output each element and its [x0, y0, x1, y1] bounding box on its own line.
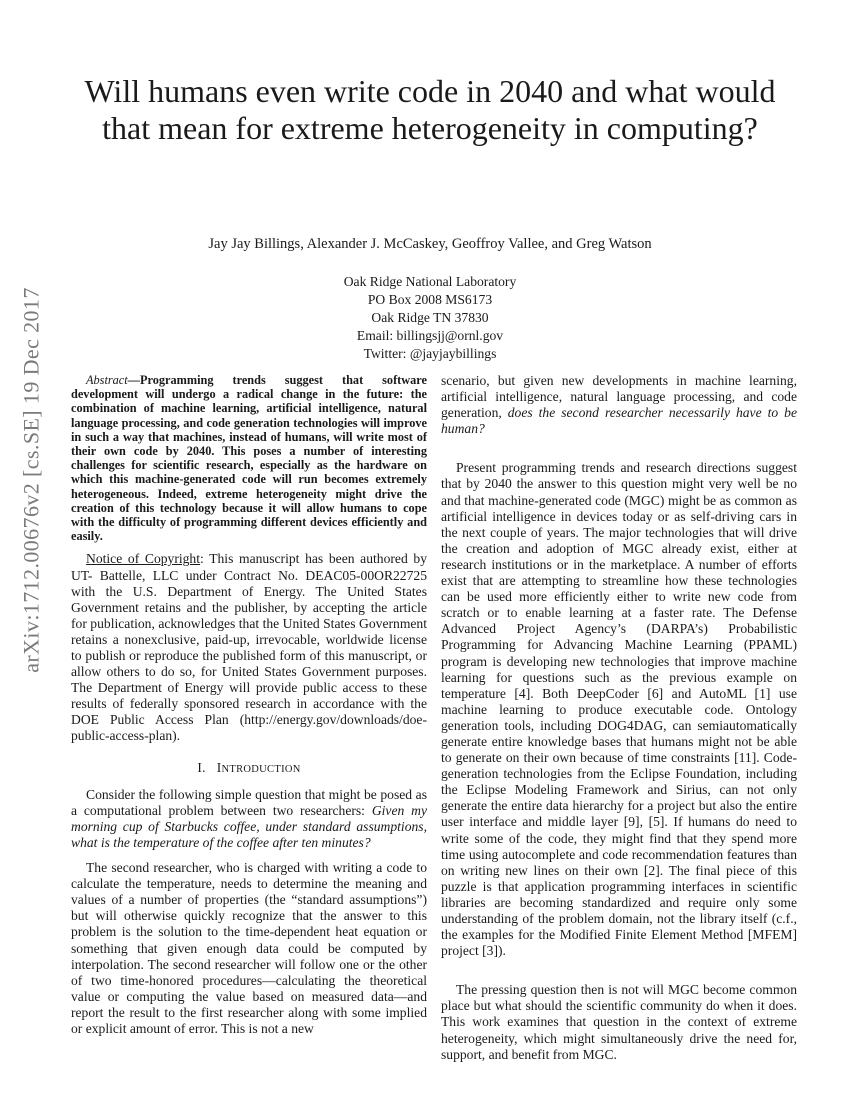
- arxiv-stamp: [18, 270, 46, 690]
- affiliation-block: [230, 273, 630, 363]
- intro-paragraph-2: The second researcher, who is charged with writing a code to calculate the temperature, needs to determine the meaning and values of a number of properties (the “standard assumptions”) but will otherwise quickly recognize that the answer to this problem is the solution to the time-dependent heat equation or something that given enough data could be computed by interpolation. The second researcher will follow one or the other of two time-honored procedures—calculating the theoretical value or computing the value based on measured data—and report the result to the first researcher along with some implied or explicit amount of error. This is not a new: [71, 860, 427, 1036]
- affiliation-twitter[interactable]: Twitter: @jayjaybillings: [363, 346, 497, 361]
- intro-paragraph-2-continued: [441, 373, 797, 437]
- intro-paragraph-4: The pressing question then is not will MGC become common place but what should the scientific community do when it does. This work examines that question in the context of extreme heterogeneity, which might simultaneously drive the need for, support, and benefit from MGC.: [441, 982, 797, 1062]
- section-title-rest: NTRODUCTION: [221, 763, 301, 775]
- intro-paragraph-3: Present programming trends and research directions suggest that by 2040 the answer to this question might very well be no and that machine-generated code (MGC) might be as common as artificial intelligence in devices today or as self-driving cars in the next couple of years. The major technologies that will drive the creation and adoption of MGC already exist, either at research institutions or in the marketplace. A number of efforts exist that are attempting to streamline how these technologies can be used more efficiently either to write new code from scratch or to enable learning at a faster rate. The Defense Advanced Project Agency’s (DARPA’s) Probabilistic Programming for Advancing Machine Learning (PPAML) program is developing new technologies that improve machine learning for questions such as the previous example on temperature [4]. Both DeepCoder [6] and AutoML [1] use machine learning to produce executable code. Ontology generation tools, including DOG4DAG, can semiautomatically generate entire knowledge bases that humans might not be able to generate on their own because of time constraints [11]. Code-generation technologies from the Eclipse Foundation, including the Eclipse Modeling Framework and Sirius, can not only generate the entire data hierarchy for a project but also the entire user interface and middle layer [9], [5]. If humans do need to write some of the code, they might find that they spend more time using autocomplete and code recommendation features than on writing new lines on their own [2]. The final piece of this puzzle is that application programming interfaces in scientific libraries are becoming standardized and require only some understanding of the problem domain, not the library itself (c.f., the examples for the Modified Finite Element Method [MFEM] project [3]).: [441, 460, 797, 959]
- affiliation-box: PO Box 2008 MS6173: [367, 292, 493, 307]
- abstract-label: Abstract: [86, 373, 128, 387]
- section-heading-introduction: [71, 760, 427, 778]
- intro-paragraph-1: [71, 787, 427, 851]
- paper-title: Will humans even write code in 2040 and what would that mean for extreme heterogeneity in computing?: [84, 73, 776, 146]
- affiliation-city: Oak Ridge TN 37830: [371, 310, 489, 325]
- left-column: [71, 373, 427, 1037]
- notice-colon: :: [200, 551, 204, 567]
- p2-cont-text: scenario, but given new developments in machine learning, artificial intelligence, natural language processing, and code generation,: [441, 373, 797, 421]
- p1-italic: Given my morning cup of Starbucks coffee, under standard assumptions, what is the temperature of the coffee after ten minutes?: [71, 802, 427, 850]
- author-list: Jay Jay Billings, Alexander J. McCaskey, Geoffroy Vallee, and Greg Watson: [208, 236, 652, 252]
- section-number: I.: [197, 759, 206, 775]
- abstract-text: Programming trends suggest that software development will undergo a radical change in the future: the combination of machine learning, artificial intelligence, natural language processing, and code generation technologies will improve in such a way that machines, instead of humans, will write most of their own code by 2040. This poses a number of interesting challenges for scientific research, especially as the hardware on which this machine-generated code will run becomes extremely heterogeneous. Indeed, extreme heterogeneity might drive the creation of this technology because it will allow humans to cope with the difficulty of programming different devices efficiently and easily.: [71, 373, 427, 544]
- p1-text: Consider the following simple question that might be posed as a computational problem between two researchers:: [71, 786, 427, 818]
- p2-cont-italic: does the second researcher necessarily have to be human?: [441, 405, 797, 437]
- abstract-sep: —: [127, 373, 140, 387]
- notice-text: This manuscript has been authored by UT- Battelle, LLC under Contract No. DEAC05-00OR22725 with the U.S. Department of Energy. The United States Government retains and the publisher, by accepting the article for publication, acknowledges that the United States Government retains a nonexclusive, paid-up, irrevocable, worldwide license to publish or reproduce the published form of this manuscript, or allow others to do so, for United States Government purposes. The Department of Energy will provide public access to these results of federally sponsored research in accordance with the DOE Public Access Plan (http://energy.gov/downloads/doe-public-access-plan).: [71, 551, 427, 744]
- abstract: [71, 373, 427, 543]
- affiliation-org: Oak Ridge National Laboratory: [343, 274, 517, 289]
- copyright-notice: [71, 551, 427, 744]
- right-column: [441, 373, 797, 1063]
- section-title-initial: I: [216, 759, 222, 775]
- affiliation-email[interactable]: Email: billingsjj@ornl.gov: [356, 328, 504, 343]
- arxiv-id: arXiv:1712.00676v2 [cs.SE] 19 Dec 2017: [19, 287, 45, 673]
- notice-label: Notice of Copyright: [86, 551, 201, 567]
